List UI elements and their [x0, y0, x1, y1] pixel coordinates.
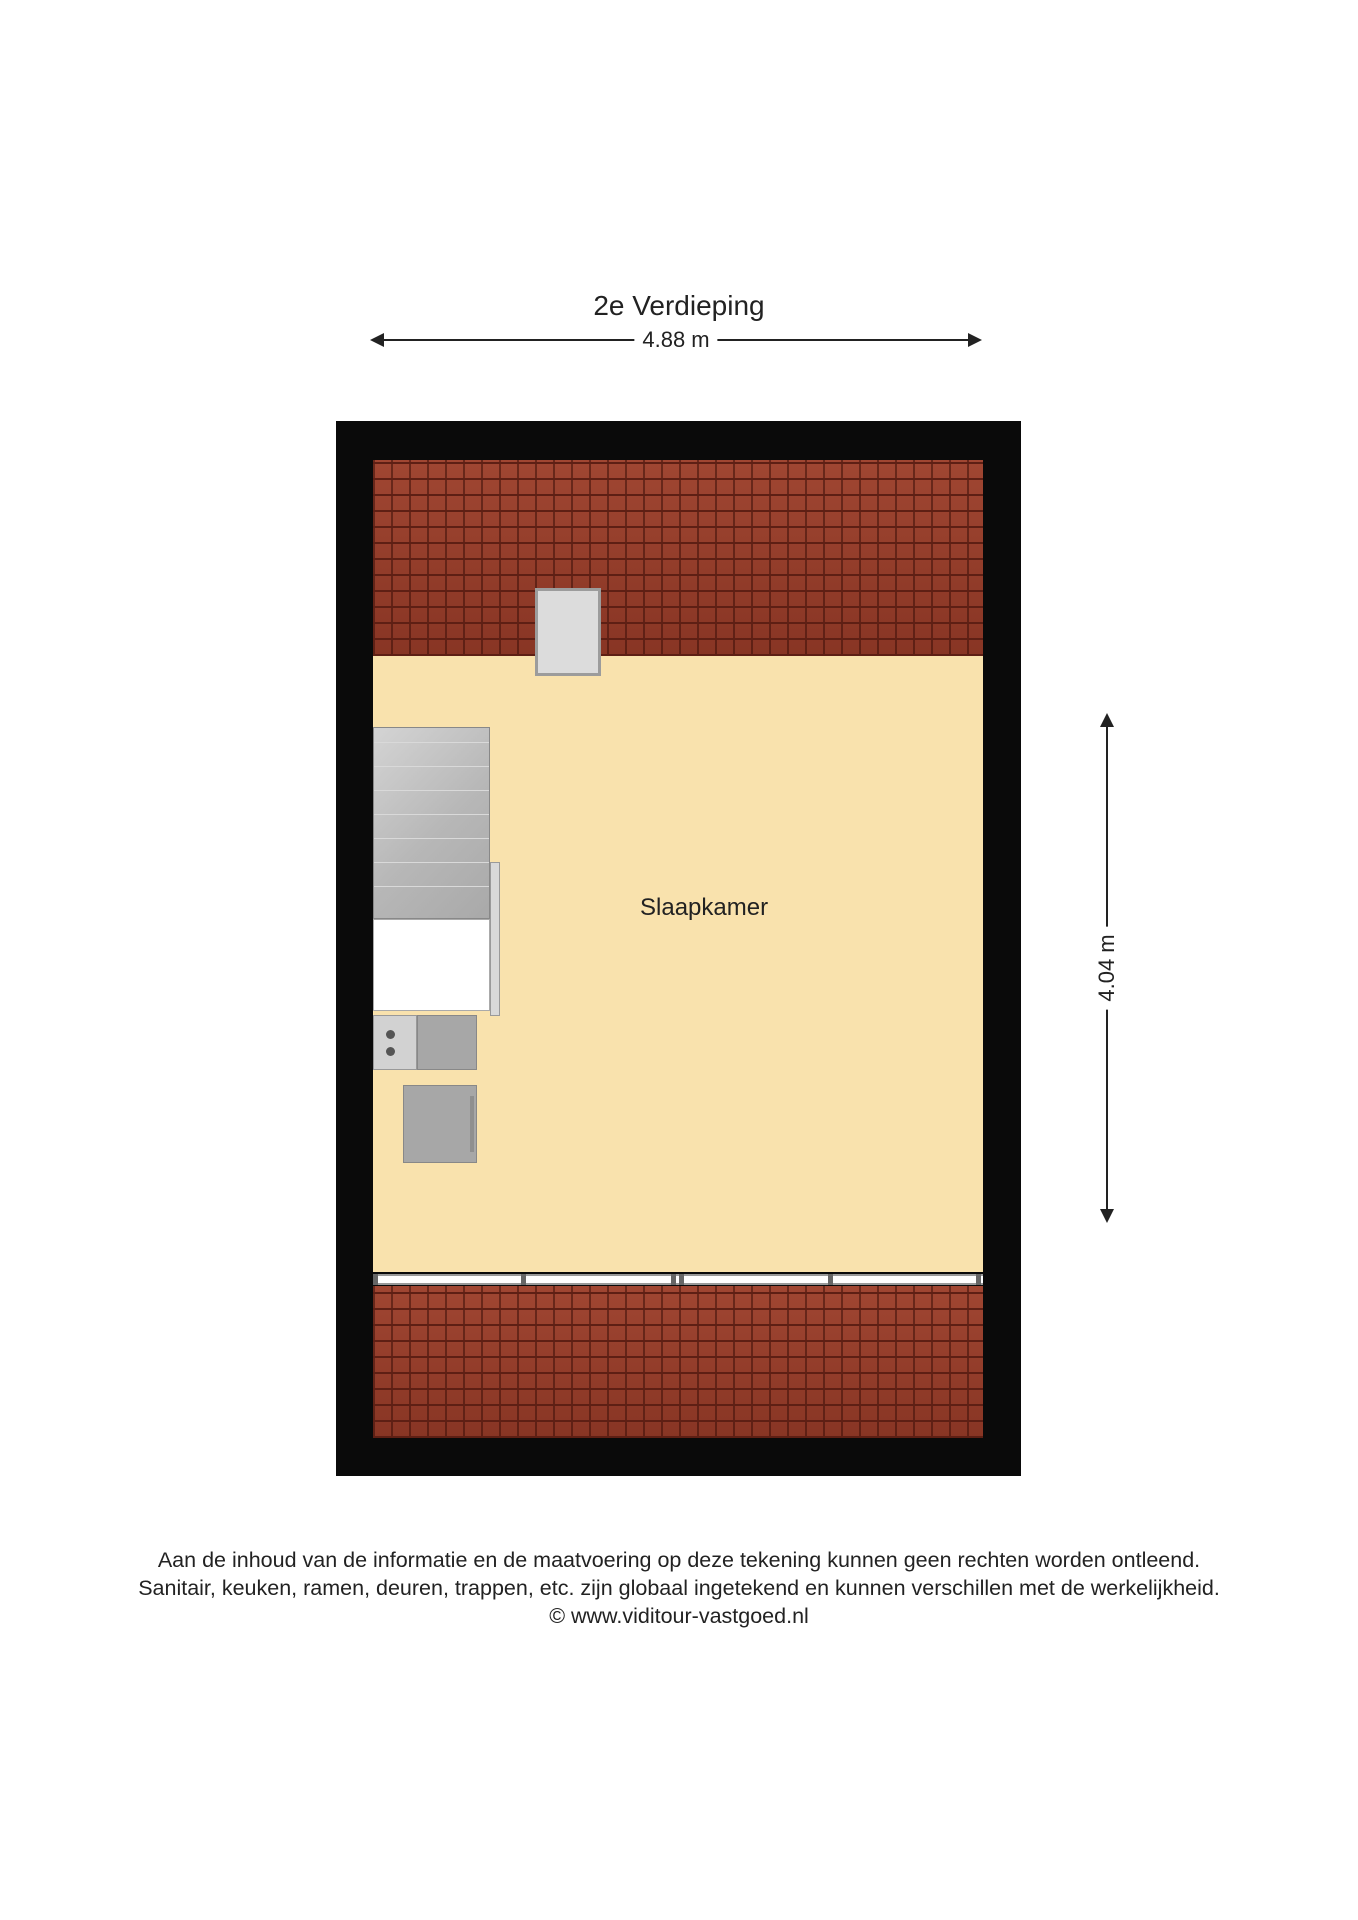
- window-post: [671, 1274, 676, 1285]
- cabinet-unit: [417, 1015, 477, 1070]
- stair-step: [374, 838, 489, 839]
- stair-step: [374, 790, 489, 791]
- window-post: [373, 1274, 378, 1285]
- stair-step: [374, 814, 489, 815]
- staircase: [373, 727, 490, 919]
- disclaimer-line-1: Aan de inhoud van de informatie en de maatvoering op deze tekening kunnen geen rechten worden ontleend.: [157, 1548, 1201, 1572]
- stair-step: [374, 886, 489, 887]
- width-dimension: [370, 327, 982, 353]
- disclaimer-line-2: Sanitair, keuken, ramen, deuren, trappen, etc. zijn globaal ingetekend en kunnen verschillen met de werkelijkheid.: [138, 1576, 1220, 1600]
- window-post: [521, 1274, 526, 1285]
- stair-opening: [373, 919, 490, 1011]
- stair-railing: [490, 862, 500, 1016]
- disclaimer: [0, 1546, 1358, 1630]
- appliance-handle: [470, 1096, 474, 1152]
- window-post: [828, 1274, 833, 1285]
- stair-step: [374, 862, 489, 863]
- roof-tiles-bottom: [373, 1286, 983, 1438]
- arrow-left-icon: [370, 333, 384, 347]
- dormer-window-strip: [373, 1274, 983, 1285]
- window-post: [679, 1274, 684, 1285]
- washbasin: [373, 1015, 417, 1070]
- stair-step: [374, 742, 489, 743]
- room-label-slaapkamer: Slaapkamer: [640, 894, 769, 921]
- height-dimension: [1094, 713, 1120, 1223]
- appliance-unit: [403, 1085, 477, 1163]
- tap-icon: [386, 1030, 395, 1039]
- window-post: [976, 1274, 981, 1285]
- roof-tiles-top: [373, 460, 983, 656]
- height-dimension-label: 4.04 m: [1094, 926, 1120, 1009]
- arrow-up-icon: [1100, 713, 1114, 727]
- width-dimension-label: 4.88 m: [634, 327, 717, 353]
- copyright-line: © www.viditour-vastgoed.nl: [549, 1604, 809, 1628]
- stair-step: [374, 766, 489, 767]
- floor-title: 2e Verdieping: [593, 290, 765, 321]
- arrow-right-icon: [968, 333, 982, 347]
- skylight-window: [535, 588, 601, 676]
- arrow-down-icon: [1100, 1209, 1114, 1223]
- drain-icon: [386, 1047, 395, 1056]
